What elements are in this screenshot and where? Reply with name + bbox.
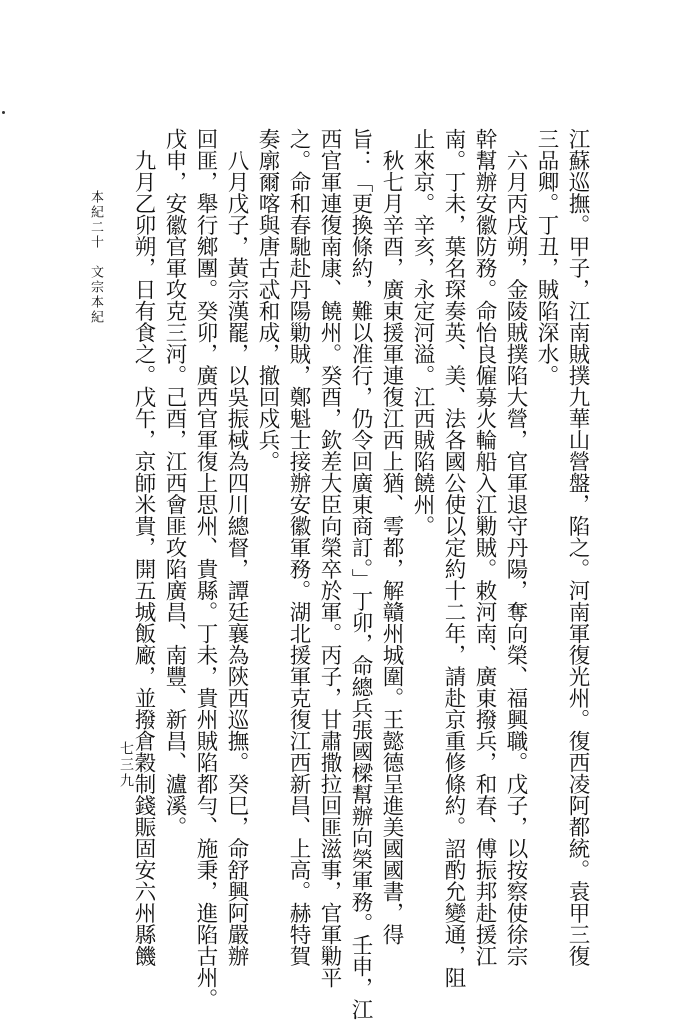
text-column: 止來京。辛亥，永定河溢。江西賊陷饒州。	[410, 128, 435, 537]
text-column: 戊申，安徽官軍攻克三河。己酉，江西會匪攻陷廣昌、南豐、新昌、瀘溪。	[162, 128, 187, 838]
text-column: 幹幫辦安徽防務。命怡良僱募火輪船入江勦賊。敕河南、廣東撥兵，和春、傅振邦赴援江	[472, 128, 497, 967]
margin-dot	[2, 111, 5, 114]
text-column: 三品卿。丁丑，賊陷深水。	[534, 128, 559, 386]
text-column: 秋七月辛酉，廣東援軍連復江西上猶、雩都，解贛州城圍。王懿德呈進美國國書，得	[379, 128, 404, 945]
text-column: 旨：「更換條約，難以准行，仍令回廣東商訂。」丁卯，命總兵張國樑幫辦向榮軍務。壬申，江	[348, 128, 373, 1020]
text-column: 江蘇巡撫。甲子，江南賊撲九華山營盤，陷之。河南軍復光州。復西凌阿都統。袁甲三復	[565, 128, 590, 967]
text-column: 奏廓爾喀與唐古忒和成，撤回戍兵。	[255, 128, 280, 472]
text-column: 九月乙卯朔，日有食之。戊午，京師米貴，開五城飯廠，並撥倉穀制錢賑固安六州縣饑	[131, 128, 156, 967]
text-column: 八月戊子，黃宗漢罷，以吳振棫為四川總督，譚廷襄為陝西巡撫。癸巳，命舒興阿嚴辦	[224, 128, 249, 967]
text-column: 西官軍連復南康、饒州。癸酉，欽差大臣向榮卒於軍。丙子，甘肅撒拉回匪滋事，官軍勦平	[317, 128, 342, 988]
text-column: 南。丁未，葉名琛奏英、美、法各國公使以定約十二年，請赴京重修條約。詔酌允變通，阻	[441, 128, 466, 988]
text-column: 回匪，舉行鄉團。癸卯，廣西官軍復上思州、貴縣。丁未，貴州賊陷都勻、施秉，進陷古州。	[193, 128, 218, 1010]
text-column: 六月丙戌朔，金陵賊撲陷大營，官軍退守丹陽，奪向榮、福興職。戊子，以按察使徐宗	[503, 128, 528, 967]
running-head: 本紀二十 文宗本紀	[88, 190, 103, 325]
page-number: 七三九	[118, 741, 134, 789]
text-column: 之。命和春馳赴丹陽勦賊，鄭魁士接辦安徽軍務。湖北援軍克復江西新昌、上高。赫特賀	[286, 128, 311, 967]
